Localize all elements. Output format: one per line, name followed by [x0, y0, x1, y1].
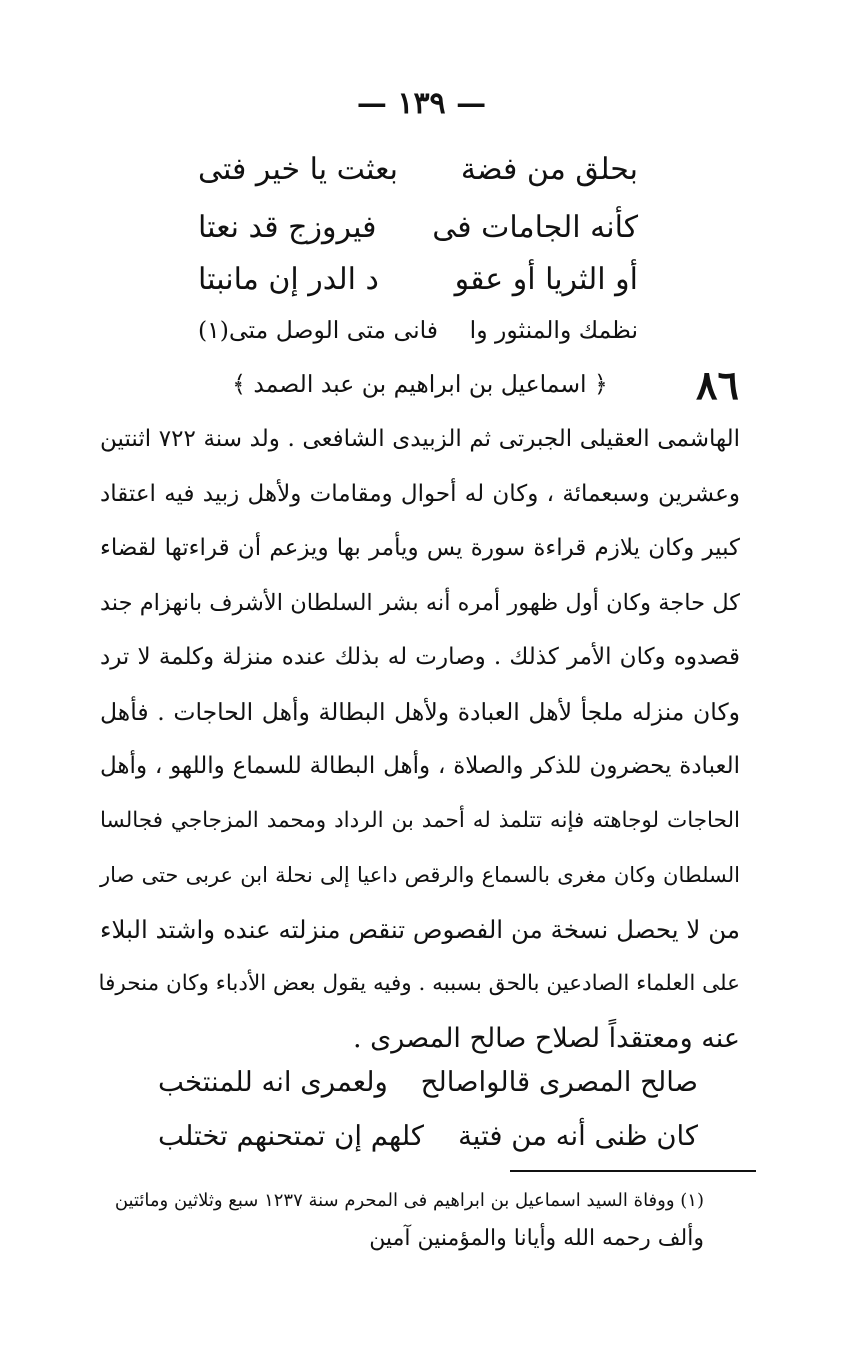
verse-line — [198, 316, 638, 361]
text-line: كل حاجة وكان أول ظهور أمره أنه بشر السلطان الأشرف بانهزام جند — [100, 589, 740, 616]
text-line: كبير وكان يلازم قراءة سورة يس ويأمر بها ويزعم أن قراءتها لقضاء — [100, 535, 740, 561]
footnote-divider — [510, 1170, 756, 1172]
verse-second-hemistich: فانى متى الوصل متى(١) — [198, 316, 439, 344]
text-line: الهاشمى العقيلى الجبرتى ثم الزبيدى الشافعى . ولد سنة ٧٢٢ اثنتين — [100, 426, 740, 452]
verse-first-hemistich: كان ظنى أنه من فتية — [458, 1120, 698, 1152]
verse-second-hemistich: بعثت يا خير فتى — [198, 152, 398, 187]
text-line: وكان منزله ملجأ لأهل العبادة ولأهل البطالة وأهل الحاجات . فأهل — [100, 697, 740, 726]
page-number: — ١٣٩ — — [356, 86, 487, 121]
verse-line — [198, 152, 638, 197]
text-line: وعشرين وسبعمائة ، وكان له أحوال ومقامات ولأهل زبيد فيه اعتقاد — [100, 480, 740, 507]
verse-second-hemistich: د الدر إن مانبتا — [198, 262, 379, 297]
verse-line — [198, 210, 638, 255]
verse-line — [158, 1066, 698, 1114]
text-line: السلطان وكان مغرى بالسماع والرقص داعيا إلى نحلة ابن عربى حتى صار — [100, 863, 740, 887]
footnote — [104, 1182, 704, 1258]
text-line: العبادة يحضرون للذكر والصلاة ، وأهل البطالة للسماع واللهو ، وأهل — [100, 753, 740, 779]
text-line: قصدوه وكان الأمر كذلك . وصارت له بذلك عنده منزلة وكلمة لا ترد — [100, 644, 740, 670]
verse-first-hemistich: أو الثريا أو عقو — [454, 262, 638, 297]
footnote-line: وألف رحمه الله وأيانا والمؤمنين آمين — [369, 1226, 704, 1251]
verse-second-hemistich: ولعمرى انه للمنتخب — [158, 1066, 388, 1098]
text-line: على العلماء الصادعين بالحق بسببه . وفيه يقول بعض الأدباء وكان منحرفا — [98, 971, 740, 996]
verse-line — [198, 262, 638, 307]
verse-first-hemistich: صالح المصرى قالواصالح — [420, 1066, 698, 1098]
verse-second-hemistich: كلهم إن تمتحنهم تختلب — [158, 1120, 424, 1152]
verse-first-hemistich: كأنه الجامات فى — [432, 210, 638, 245]
verse-first-hemistich: نظمك والمنثور وا — [469, 316, 638, 344]
entry-number: ٨٦ — [696, 362, 739, 409]
text-line: عنه ومعتقداً لصلاح صالح المصرى . — [352, 1022, 740, 1054]
entry-heading: ﴿ اسماعيل بن ابراهيم بن عبد الصمد ﴾ — [232, 370, 608, 398]
text-line: الحاجات لوجاهته فإنه تتلمذ له أحمد بن الرداد ومحمد المزجاجي فجالسا — [100, 807, 740, 833]
biography-text — [100, 412, 740, 1066]
footnote-line: (١) ووفاة السيد اسماعيل بن ابراهيم فى المحرم سنة ١٢٣٧ سبع وثلاثين ومائتين — [114, 1190, 704, 1211]
verse-first-hemistich: بحلق من فضة — [460, 152, 638, 187]
verse-second-hemistich: فيروزج قد نعتا — [198, 210, 377, 245]
verse-line — [158, 1120, 698, 1168]
text-line: من لا يحصل نسخة من الفصوص تنقص منزلته عنده واشتد البلاء — [100, 914, 740, 944]
